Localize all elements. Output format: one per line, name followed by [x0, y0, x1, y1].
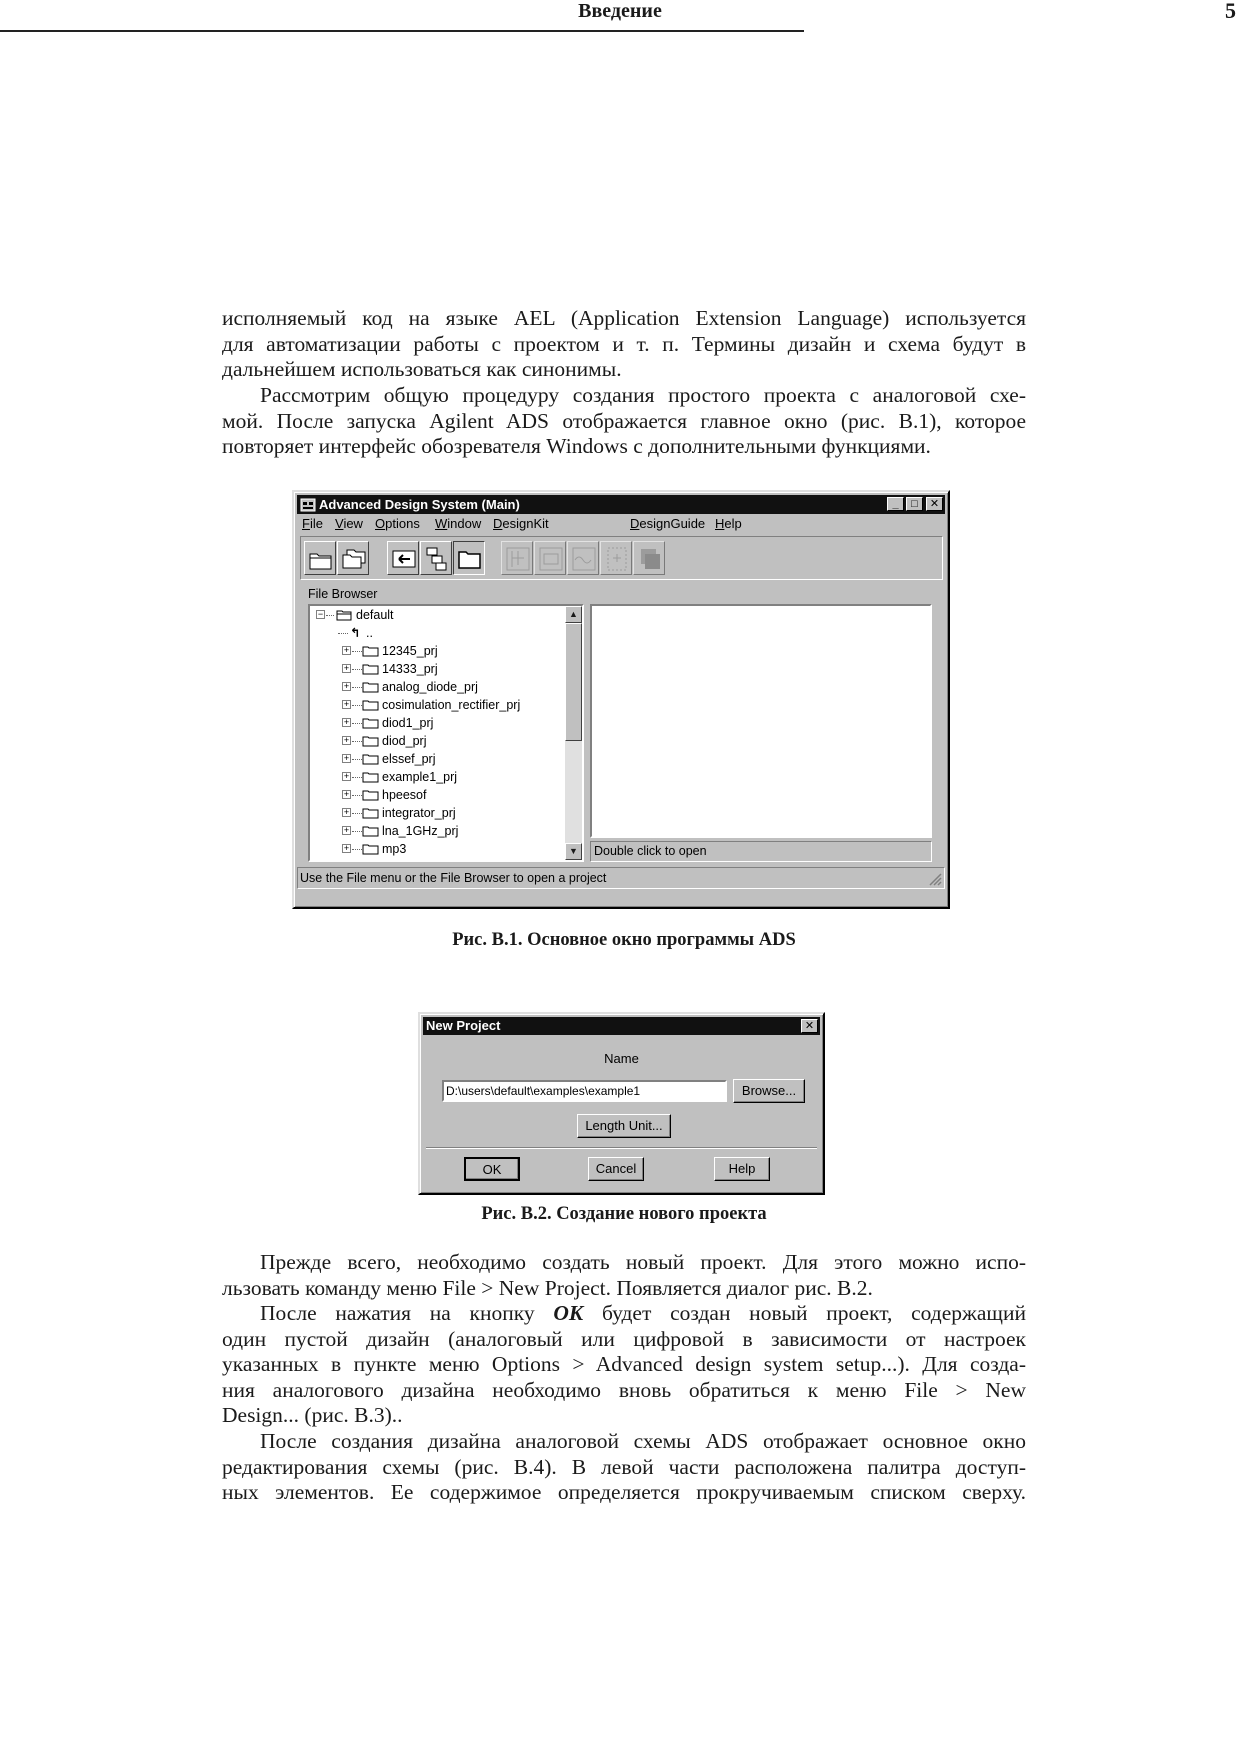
- dialog-title-bar: [423, 1017, 820, 1035]
- folder-icon: [362, 807, 379, 819]
- expand-icon[interactable]: +: [343, 753, 350, 763]
- tree-connector: [352, 813, 362, 814]
- tree-connector: [352, 741, 362, 742]
- copy-project-button[interactable]: [337, 541, 369, 575]
- graph-button[interactable]: [567, 541, 599, 575]
- dialog-close-button[interactable]: ✕: [801, 1019, 818, 1033]
- text-line: исполняемый код на языке AEL (Application Extension Language) используется: [222, 306, 1026, 330]
- expand-icon[interactable]: +: [343, 699, 350, 709]
- folder-icon: [362, 645, 379, 657]
- folder-icon: [362, 771, 379, 783]
- copy-project-icon: [341, 546, 367, 572]
- tree-root-label: default: [356, 608, 394, 622]
- up-arrow-icon: ↰: [350, 626, 361, 640]
- tree-scrollbar[interactable]: [565, 606, 582, 860]
- page-number: 5: [1225, 0, 1236, 23]
- ok-emphasis: OK: [553, 1301, 584, 1325]
- text-line: дальнейшем использоваться как синонимы.: [222, 357, 622, 381]
- text-line: ния аналогового дизайна необходимо вновь обратиться к меню File > New: [222, 1377, 1026, 1402]
- ads-window-title: Advanced Design System (Main): [319, 497, 520, 512]
- expand-icon[interactable]: +: [343, 681, 350, 691]
- folder-icon: [362, 699, 379, 711]
- folder-icon: [362, 735, 379, 747]
- name-label: Name: [604, 1051, 639, 1066]
- ads-toolbar: [300, 536, 943, 580]
- text-line: редактирования схемы (рис. В.4). В левой части расположена палитра доступ-: [222, 1454, 1026, 1479]
- menu-help[interactable]: Help: [715, 516, 742, 531]
- status-bar: [297, 867, 945, 889]
- browse-button[interactable]: Browse...: [733, 1079, 805, 1103]
- text-line: Прежде всего, необходимо создать новый проект. Для этого можно испо-: [260, 1250, 1026, 1274]
- open-project-icon: [308, 546, 334, 572]
- text-line: ных элементов. Ее содержимое определяется прокручиваемым списком сверху.: [222, 1480, 1026, 1504]
- tree-item-label: integrator_prj: [382, 806, 456, 820]
- back-arrow-icon: [391, 546, 417, 572]
- ads-title-bar: [297, 495, 945, 514]
- tree-connector: [352, 687, 362, 688]
- paragraph-2: [222, 383, 1026, 460]
- length-unit-button[interactable]: Length Unit...: [577, 1114, 671, 1138]
- tree-connector: [352, 795, 362, 796]
- design-preview-panel[interactable]: [590, 604, 932, 838]
- text-line: повторяет интерфейс обозревателя Windows с дополнительными функциями.: [222, 434, 931, 458]
- figure-2-caption: Рис. В.2. Создание нового проекта: [481, 1204, 767, 1224]
- text-line: для автоматизации работы с проектом и т. п. Термины дизайн и схема будут в: [222, 331, 1026, 356]
- scroll-down-button[interactable]: ▼: [565, 843, 582, 860]
- layout-icon: [538, 546, 564, 572]
- open-folder-icon: [336, 609, 353, 621]
- file-browser-label: File Browser: [308, 587, 378, 601]
- tree-item-label: example1_prj: [382, 770, 458, 784]
- cancel-button[interactable]: Cancel: [588, 1157, 644, 1181]
- text-run: После нажатия на кнопку: [260, 1301, 554, 1325]
- collapse-icon[interactable]: −: [317, 609, 324, 619]
- tree-connector: [352, 777, 362, 778]
- running-header-title: Введение: [578, 0, 662, 22]
- resize-grip-icon[interactable]: [928, 872, 942, 886]
- scroll-thumb[interactable]: [565, 623, 582, 741]
- folder-icon: [362, 717, 379, 729]
- tree-view-icon: [424, 546, 450, 572]
- text-line: льзовать команду меню File > New Project. Появляется диалог рис. В.2.: [222, 1275, 873, 1300]
- help-button[interactable]: Help: [714, 1157, 770, 1181]
- expand-icon[interactable]: +: [343, 663, 350, 673]
- menu-file[interactable]: File: [302, 516, 323, 531]
- folder-icon: [362, 663, 379, 675]
- layout-button[interactable]: [534, 541, 566, 575]
- tree-item-label: hpeesof: [382, 788, 427, 802]
- schematic-button[interactable]: [501, 541, 533, 575]
- tree-view-button[interactable]: [420, 541, 452, 575]
- expand-icon[interactable]: +: [343, 645, 350, 655]
- text-run: будет создан новый проект, содержащий: [583, 1301, 1026, 1325]
- dialog-title: New Project: [426, 1018, 501, 1033]
- menu-designkit[interactable]: DesignKit: [493, 516, 549, 531]
- tree-item-label: diod1_prj: [382, 716, 434, 730]
- project-path-input[interactable]: [442, 1080, 727, 1102]
- folder-icon: [362, 681, 379, 693]
- data-button[interactable]: [600, 541, 632, 575]
- tree-connector: [352, 849, 362, 850]
- expand-icon[interactable]: +: [343, 789, 350, 799]
- text-line: После создания дизайна аналоговой схемы ADS отображает основное окно: [260, 1429, 1026, 1453]
- expand-icon[interactable]: +: [343, 717, 350, 727]
- status-bar-text: Use the File menu or the File Browser to open a project: [300, 871, 607, 885]
- text-line: Design... (рис. В.3)..: [222, 1403, 403, 1427]
- data-icon: [604, 546, 630, 572]
- back-button[interactable]: [387, 541, 419, 575]
- graph-icon: [571, 546, 597, 572]
- tree-connector: [352, 759, 362, 760]
- folder-icon: [362, 825, 379, 837]
- tree-connector: [352, 831, 362, 832]
- file-tree-panel[interactable]: [308, 604, 584, 862]
- figure-1-caption: Рис. В.1. Основное окно программы ADS: [452, 930, 796, 950]
- folder-icon: [362, 843, 379, 855]
- tree-connector: [326, 615, 334, 616]
- tree-up-label: ..: [366, 626, 373, 640]
- minimize-button[interactable]: _: [887, 497, 904, 511]
- expand-icon[interactable]: +: [343, 735, 350, 745]
- tree-item-label: diod_prj: [382, 734, 427, 748]
- right-status-field: Double click to open: [590, 841, 932, 862]
- menu-view[interactable]: View: [335, 516, 363, 531]
- tree-item-label: 12345_prj: [382, 644, 438, 658]
- scroll-up-button[interactable]: ▲: [565, 606, 582, 623]
- folder-icon: [362, 789, 379, 801]
- maximize-button[interactable]: □: [906, 497, 923, 511]
- menu-options[interactable]: Options: [375, 516, 420, 531]
- ads-app-icon: [300, 497, 316, 512]
- paragraph-1: [222, 306, 1026, 383]
- tree-item-label: lna_1GHz_prj: [382, 824, 459, 838]
- file-tree: [316, 606, 556, 862]
- menu-window[interactable]: Window: [435, 516, 482, 531]
- tree-connector: [352, 705, 362, 706]
- ok-button[interactable]: OK: [464, 1157, 520, 1181]
- tree-item-label: elssef_prj: [382, 752, 436, 766]
- text-line: [222, 1301, 1026, 1327]
- tree-connector: [338, 633, 348, 634]
- text-line: мой. После запуска Agilent ADS отображается главное окно (рис. В.1), которое: [222, 408, 1026, 433]
- text-line: Рассмотрим общую процедуру создания простого проекта с аналоговой схе-: [260, 383, 1026, 407]
- paragraph-5: [222, 1429, 1026, 1506]
- running-header: [0, 0, 1236, 32]
- dialog-divider: [426, 1147, 817, 1149]
- close-button[interactable]: ✕: [926, 497, 943, 511]
- expand-icon[interactable]: +: [343, 807, 350, 817]
- paragraph-4: [222, 1301, 1026, 1429]
- expand-icon[interactable]: +: [343, 825, 350, 835]
- tree-connector: [352, 723, 362, 724]
- open-project-button[interactable]: [304, 541, 336, 575]
- tree-item-label: cosimulation_rectifier_prj: [382, 698, 521, 712]
- open-folder-button[interactable]: [453, 541, 485, 575]
- new-project-dialog: [418, 1012, 825, 1195]
- menu-designguide[interactable]: DesignGuide: [630, 516, 706, 531]
- folder-icon: [362, 753, 379, 765]
- text-line: один пустой дизайн (аналоговый или цифровой в зависимости от настроек: [222, 1326, 1026, 1351]
- tree-item-label: 14333_prj: [382, 662, 438, 676]
- tree-connector: [352, 651, 362, 652]
- open-folder-icon: [457, 546, 483, 572]
- schematic-icon: [505, 546, 531, 572]
- tree-connector: [352, 669, 362, 670]
- tree-item-label: analog_diode_prj: [382, 680, 478, 694]
- tree-item-label: mp3: [382, 842, 407, 856]
- paragraph-3: [222, 1250, 1026, 1301]
- blocks-button[interactable]: [633, 541, 665, 575]
- blocks-icon: [637, 546, 663, 572]
- expand-icon[interactable]: +: [343, 771, 350, 781]
- expand-icon[interactable]: +: [343, 843, 350, 853]
- text-line: указанных в пункте меню Options > Advanced design system setup...). Для созда-: [222, 1352, 1026, 1376]
- ads-main-window: [292, 490, 950, 909]
